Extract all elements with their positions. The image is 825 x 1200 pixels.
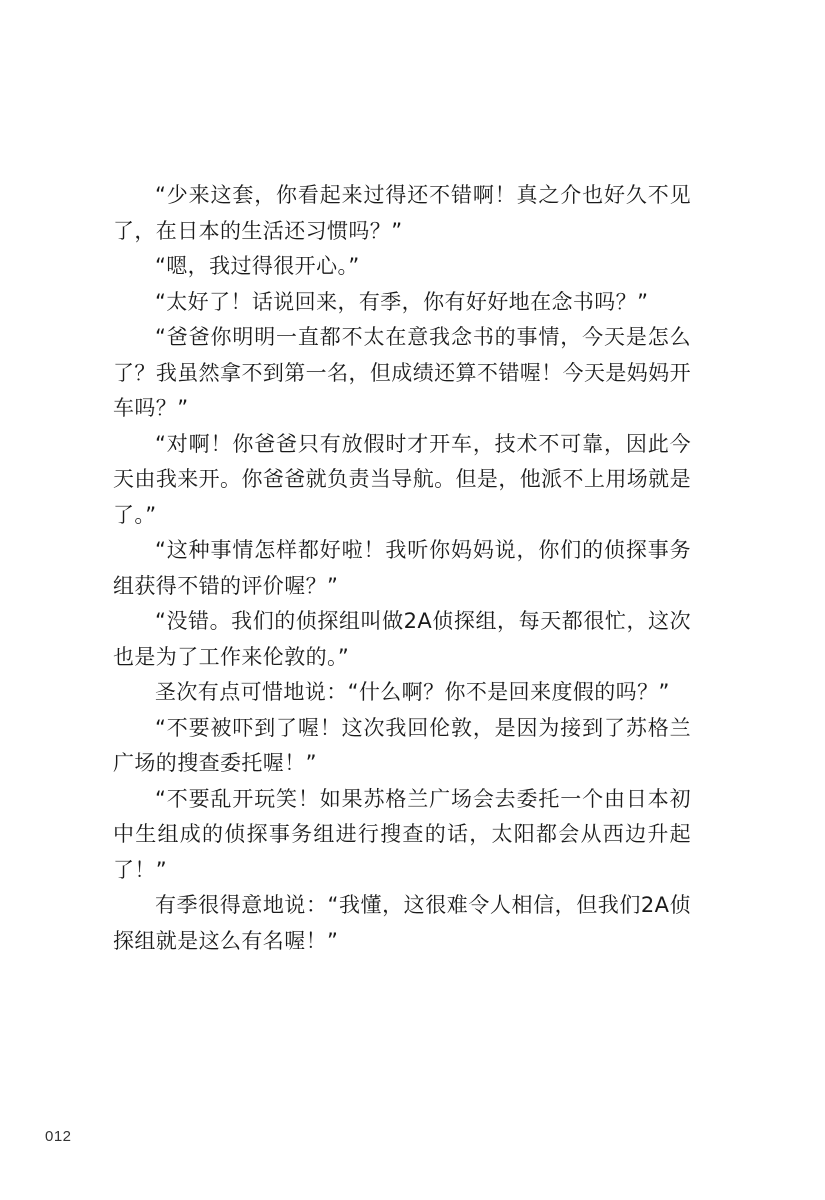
paragraph: “嗯，我过得很开心。” (155, 254, 360, 278)
body-text (113, 178, 691, 959)
page-number: 012 (45, 1128, 72, 1145)
paragraph: “这种事情怎样都好啦！我听你妈妈说，你们的侦探事务组获得不错的评价喔？” (113, 538, 691, 598)
paragraph: “爸爸你明明一直都不太在意我念书的事情，今天是怎么了？我虽然拿不到第一名，但成绩还算不错喔！今天是妈妈开车吗？” (113, 325, 691, 420)
paragraph: “太好了！话说回来，有季，你有好好地在念书吗？” (155, 289, 649, 314)
paragraph: 圣次有点可惜地说：“什么啊？你不是回来度假的吗？” (155, 680, 670, 704)
paragraph: “对啊！你爸爸只有放假时才开车，技术不可靠，因此今天由我来开。你爸爸就负责当导航。但是，他派不上用场就是了。” (113, 431, 691, 527)
paragraph: “不要被吓到了喔！这次我回伦敦，是因为接到了苏格兰广场的搜查委托喔！” (113, 715, 691, 775)
paragraph: “少来这套，你看起来过得还不错啊！真之介也好久不见了，在日本的生活还习惯吗？” (113, 183, 691, 243)
paragraph: “不要乱开玩笑！如果苏格兰广场会去委托一个由日本初中生组成的侦探事务组进行搜查的话，太阳都会从西边升起了！” (113, 786, 691, 882)
paragraph: 有季很得意地说：“我懂，这很难令人相信，但我们2A侦探组就是这么有名喔！” (113, 893, 691, 953)
paragraph: “没错。我们的侦探组叫做2A侦探组，每天都很忙，这次也是为了工作来伦敦的。” (113, 609, 691, 669)
